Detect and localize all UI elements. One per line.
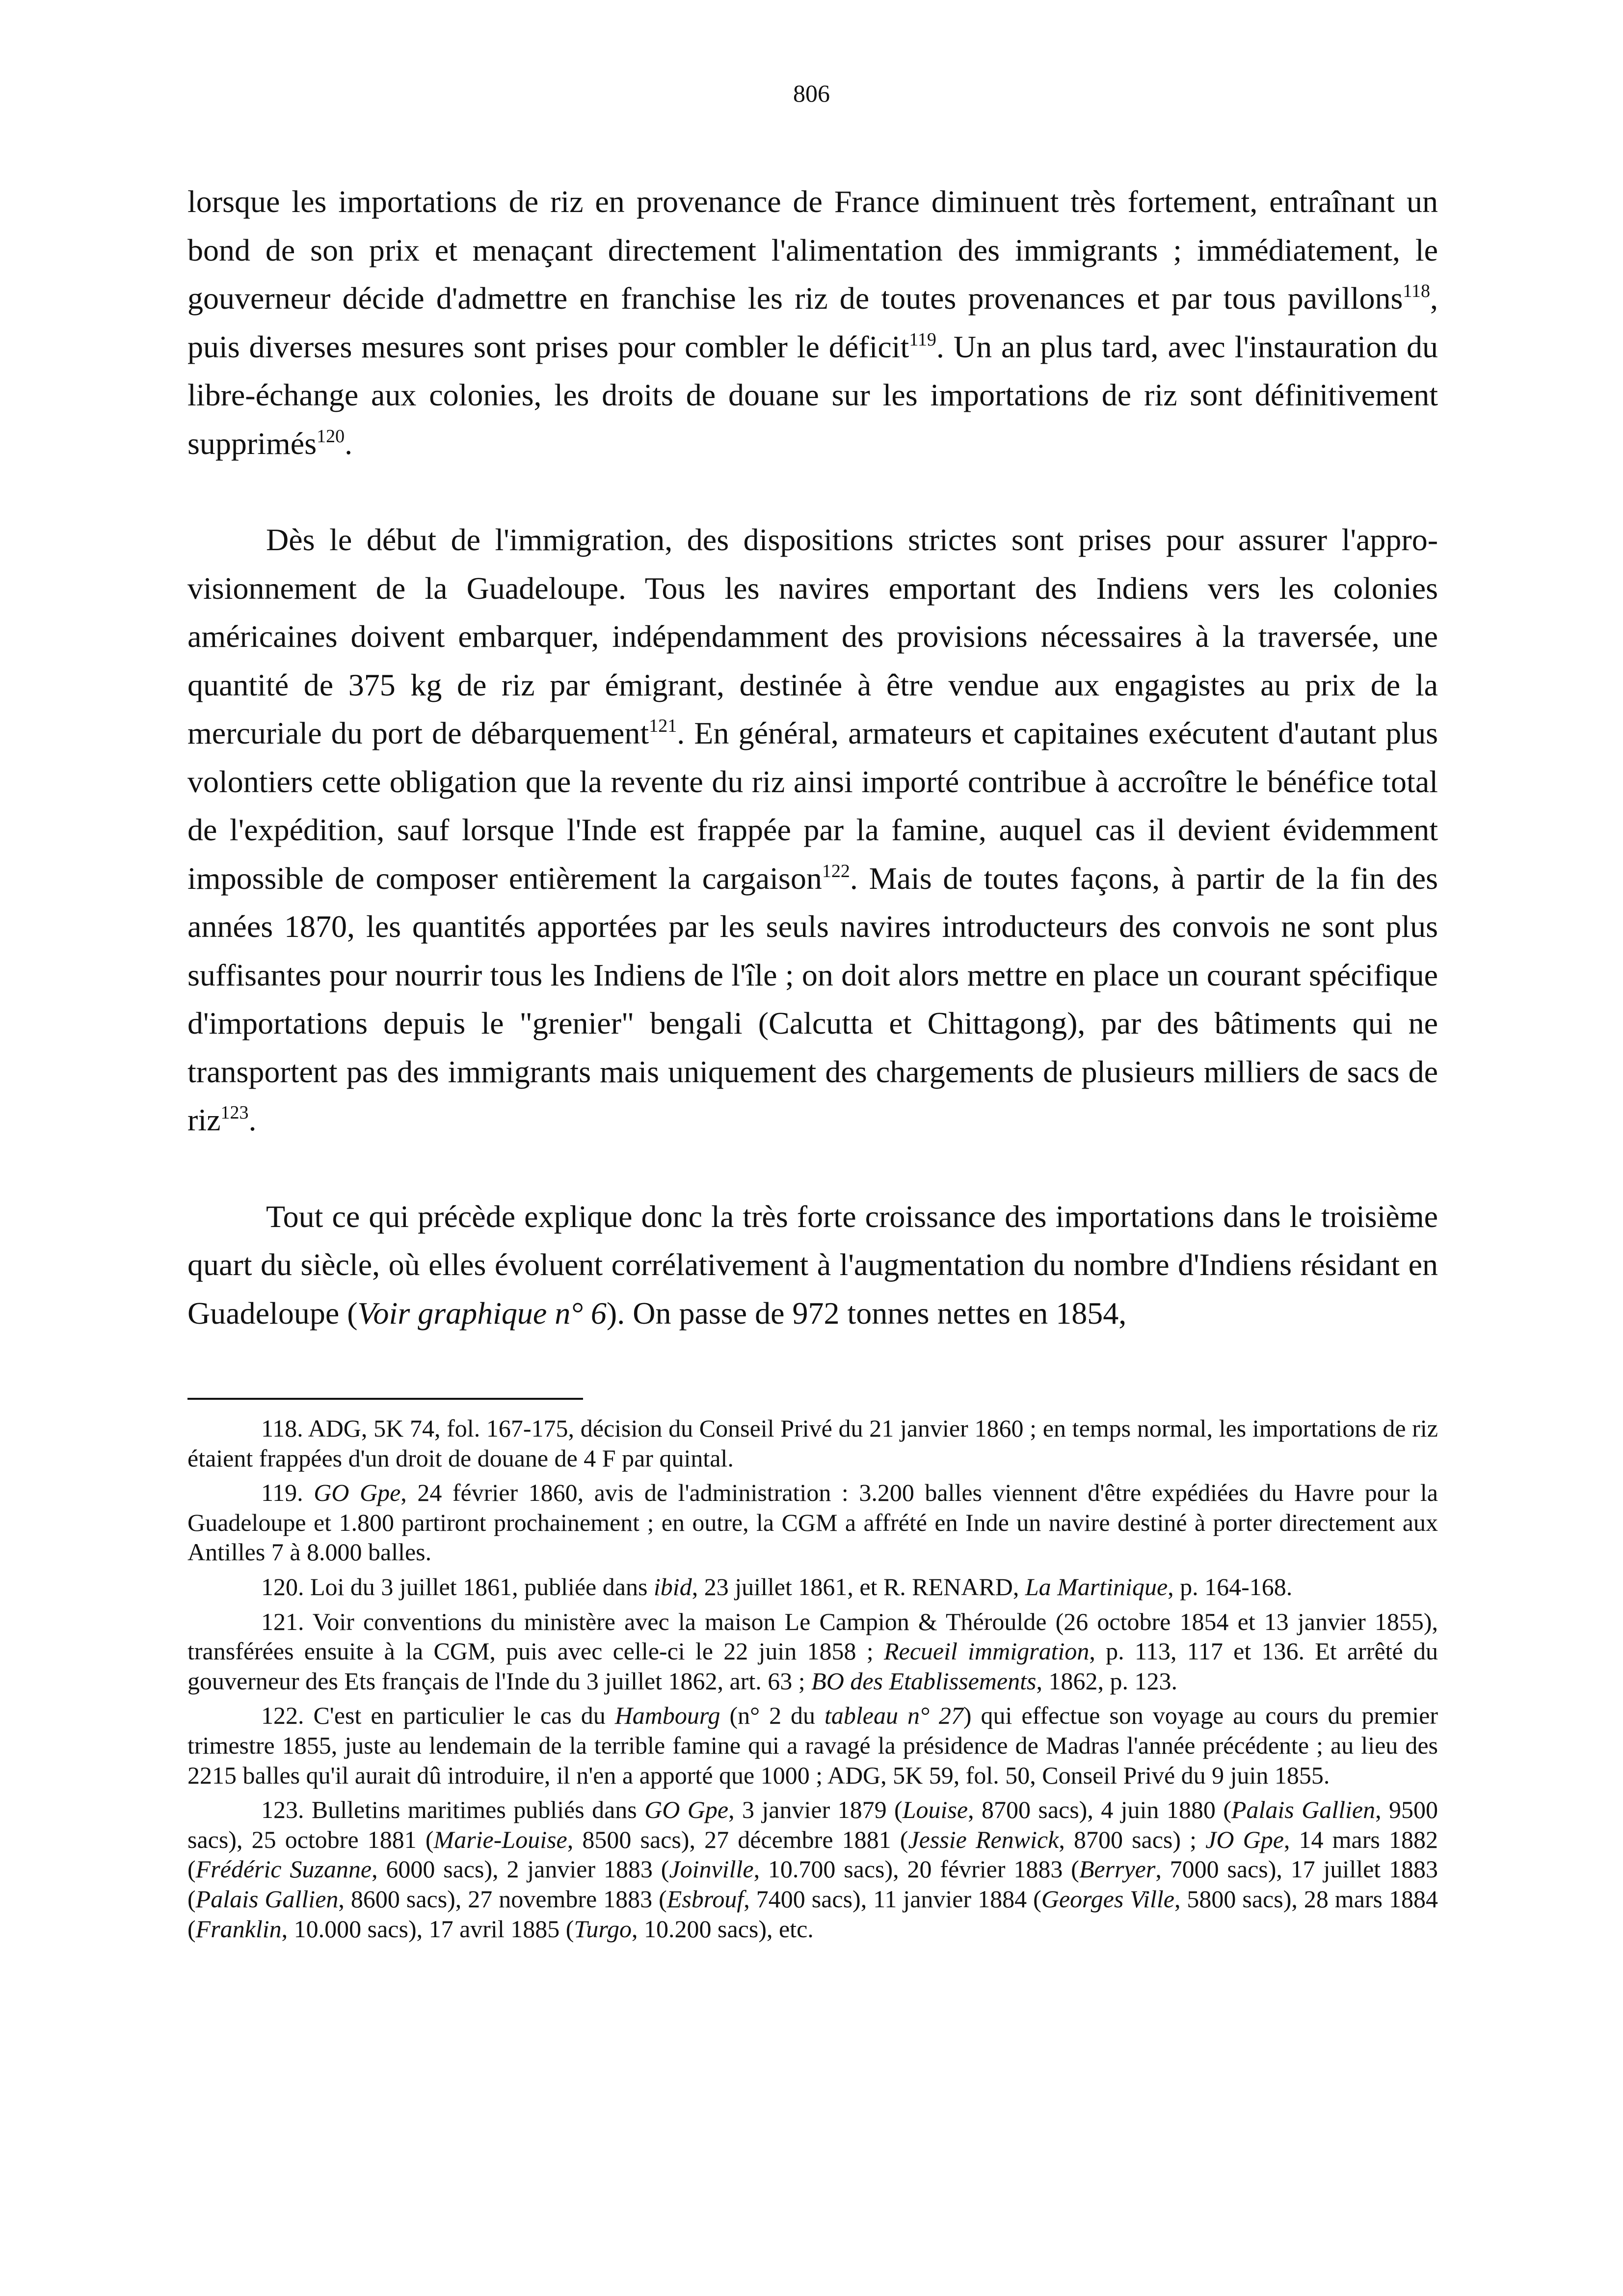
footnote-reference: 123 [220, 1102, 249, 1123]
italic-text: Palais Gallien [195, 1885, 339, 1913]
text-run: 123. Bulletins maritimes publiés dans [261, 1796, 645, 1824]
footnote-reference: 122 [822, 860, 850, 881]
body-text [187, 178, 1438, 1337]
italic-text: JO Gpe [1205, 1825, 1284, 1853]
italic-text: Recueil immigration [883, 1637, 1090, 1665]
text-run: , 23 juillet 1861, et R. RENARD, [692, 1573, 1025, 1601]
text-run: , 8600 sacs), 27 novembre 1883 ( [338, 1885, 667, 1913]
text-run: , 8700 sacs) ; [1059, 1825, 1206, 1853]
italic-text: GO Gpe [644, 1796, 729, 1824]
text-run: , 10.700 sacs), 20 février 1883 ( [753, 1855, 1079, 1883]
italic-text: Georges Ville [1041, 1885, 1174, 1913]
text-run: . Mais de toutes façons, à partir de la fin des années 1870, les quantités apportées par les seuls navires introducteurs des convois ne sont plus suffisantes pour nourrir tous les Indiens de l'île ; on doit alors mettre en place un courant spécifique d'importations depuis le "grenier" bengali (Calcutta et Chittagong), par des bâtiments qui ne transportent pas des immigrants mais uniquement des chargements de plusieurs milliers de sacs de riz [187, 860, 1438, 1137]
italic-text: Voir graphique n° 6 [357, 1295, 607, 1331]
italic-text: Turgo [574, 1915, 632, 1943]
text-run: Tout ce qui précède explique donc la très forte croissance des importations dans le troisième quart du siècle, où elles évoluent corrélativement à l'augmentation du nombre d'Indiens résidant en Guadeloupe ( [187, 1199, 1438, 1331]
text-run: . [345, 426, 353, 461]
text-run: , puis diverses mesures sont prises pour combler le déficit [187, 281, 1438, 364]
text-run: 120. Loi du 3 juillet 1861, publiée dans [261, 1573, 654, 1601]
page-number: 806 [793, 80, 830, 107]
text-run: , p. 113, 117 et 136. Et arrêté du gouverneur des Ets français de l'Inde du 3 juillet 1862, art. 63 ; [187, 1637, 1438, 1695]
italic-text: Palais Gallien [1231, 1796, 1376, 1824]
paragraph [187, 178, 1438, 468]
text-run: , p. 164-168. [1168, 1573, 1293, 1601]
footnote-reference: 121 [649, 716, 677, 736]
footnote [187, 1607, 1438, 1696]
italic-text: Joinville [669, 1855, 754, 1883]
text-run: , 7000 sacs), 17 juillet 1883 ( [187, 1855, 1438, 1913]
italic-text: Marie-Louise [433, 1825, 567, 1853]
text-run: , 7400 sacs), 11 janvier 1884 ( [744, 1885, 1041, 1913]
italic-text: Franklin [195, 1915, 282, 1943]
text-run: , 10.200 sacs), etc. [632, 1915, 814, 1943]
text-run: , 9500 sacs), 25 octobre 1881 ( [187, 1796, 1438, 1853]
text-run: 119. [261, 1479, 314, 1507]
text-run: , 3 janvier 1879 ( [728, 1796, 903, 1824]
text-run: ). On passe de 972 tonnes nettes en 1854, [606, 1295, 1127, 1331]
italic-text: GO Gpe [314, 1479, 401, 1507]
footnote [187, 1795, 1438, 1944]
text-run: , 8700 sacs), 4 juin 1880 ( [968, 1796, 1231, 1824]
text-run: (n° 2 du [720, 1702, 825, 1730]
text-run: , 24 février 1860, avis de l'administration : 3.200 balles viennent d'être expédiées du Havre pour la Guadeloupe et 1.800 partiront prochainement ; en outre, la CGM a affrété en Inde un navire destiné à porter directement aux Antilles 7 à 8.000 balles. [187, 1479, 1438, 1566]
text-run: ) qui effectue son voyage au cours du premier trimestre 1855, juste au lendemain de la terrible famine qui a ravagé la présidence de Madras l'année précédente ; au lieu des 2215 balles qu'il aurait dû introduire, il n'en a apporté que 1000 ; ADG, 5K 59, fol. 50, Conseil Privé du 9 juin 1855. [187, 1702, 1438, 1789]
footnote-reference: 118 [1403, 281, 1430, 301]
text-run: . Un an plus tard, avec l'instauration du libre-échange aux colonies, les droits de douane sur les importations de riz sont définitivement supprimés [187, 329, 1438, 461]
footnote-separator [187, 1398, 583, 1400]
footnote-reference: 119 [909, 329, 936, 350]
italic-text: La Martinique [1025, 1573, 1168, 1601]
text-run: 121. Voir conventions du ministère avec la maison Le Campion & Théroulde (26 octobre 1854 et 13 janvier 1855), transférées ensuite à la CGM, puis avec celle-ci le 22 juin 1858 ; [187, 1607, 1438, 1665]
text-run: 122. C'est en particulier le cas du [261, 1702, 615, 1730]
text-run: 118. ADG, 5K 74, fol. 167-175, décision du Conseil Privé du 21 janvier 1860 ; en temps normal, les importations de riz étaient frappées d'un droit de douane de 4 F par quintal. [187, 1415, 1438, 1472]
footnote [187, 1701, 1438, 1790]
italic-text: BO des Etablissements [811, 1667, 1037, 1695]
paragraph [187, 516, 1438, 1145]
text-run: , 1862, p. 123. [1036, 1667, 1177, 1695]
footnote [187, 1478, 1438, 1567]
text-run: , 5800 sacs), 28 mars 1884 ( [187, 1885, 1438, 1943]
paragraph [187, 1193, 1438, 1338]
text-run: , 6000 sacs), 2 janvier 1883 ( [372, 1855, 669, 1883]
text-run: , 10.000 sacs), 17 avril 1885 ( [281, 1915, 574, 1943]
italic-text: Jessie Renwick [908, 1825, 1059, 1853]
italic-text: Esbrouf [666, 1885, 744, 1913]
footnote [187, 1414, 1438, 1473]
text-run: . En général, armateurs et capitaines exécutent d'autant plus volontiers cette obligation que la revente du riz ainsi importé contribue à accroître le bénéfice total de l'expédition, sauf lorsque l'Inde est frappée par la famine, auquel cas il devient évidemment impossible de composer entièrement la cargaison [187, 716, 1438, 896]
text-run: lorsque les importations de riz en provenance de France diminuent très fortement, entraînant un bond de son prix et menaçant directement l'alimentation des immigrants ; immédiatement, le gouverneur décide d'admettre en franchise les riz de toutes provenances et par tous pavillons [187, 184, 1438, 316]
text-run: Dès le début de l'immigration, des dispositions strictes sont prises pour assurer l'approvisionnement de la Guadeloupe. Tous les navires emportant des Indiens vers les colonies américaines doivent embarquer, indépendamment des provisions nécessaires à la traversée, une quantité de 375 kg de riz par émigrant, destinée à être vendue aux engagistes au prix de la mercuriale du port de débarquement [187, 522, 1438, 750]
text-run: , 14 mars 1882 ( [187, 1825, 1438, 1883]
italic-text: Hambourg [614, 1702, 720, 1730]
italic-text: Berryer [1079, 1855, 1156, 1883]
italic-text: tableau n° 27 [825, 1702, 963, 1730]
italic-text: Louise [902, 1796, 968, 1824]
text-run: . [248, 1102, 257, 1137]
italic-text: ibid [653, 1573, 692, 1601]
italic-text: Frédéric Suzanne [195, 1855, 372, 1883]
text-run: , 8500 sacs), 27 décembre 1881 ( [567, 1825, 908, 1853]
footnote [187, 1572, 1438, 1602]
footnotes [187, 1414, 1438, 1949]
footnote-reference: 120 [317, 426, 345, 447]
